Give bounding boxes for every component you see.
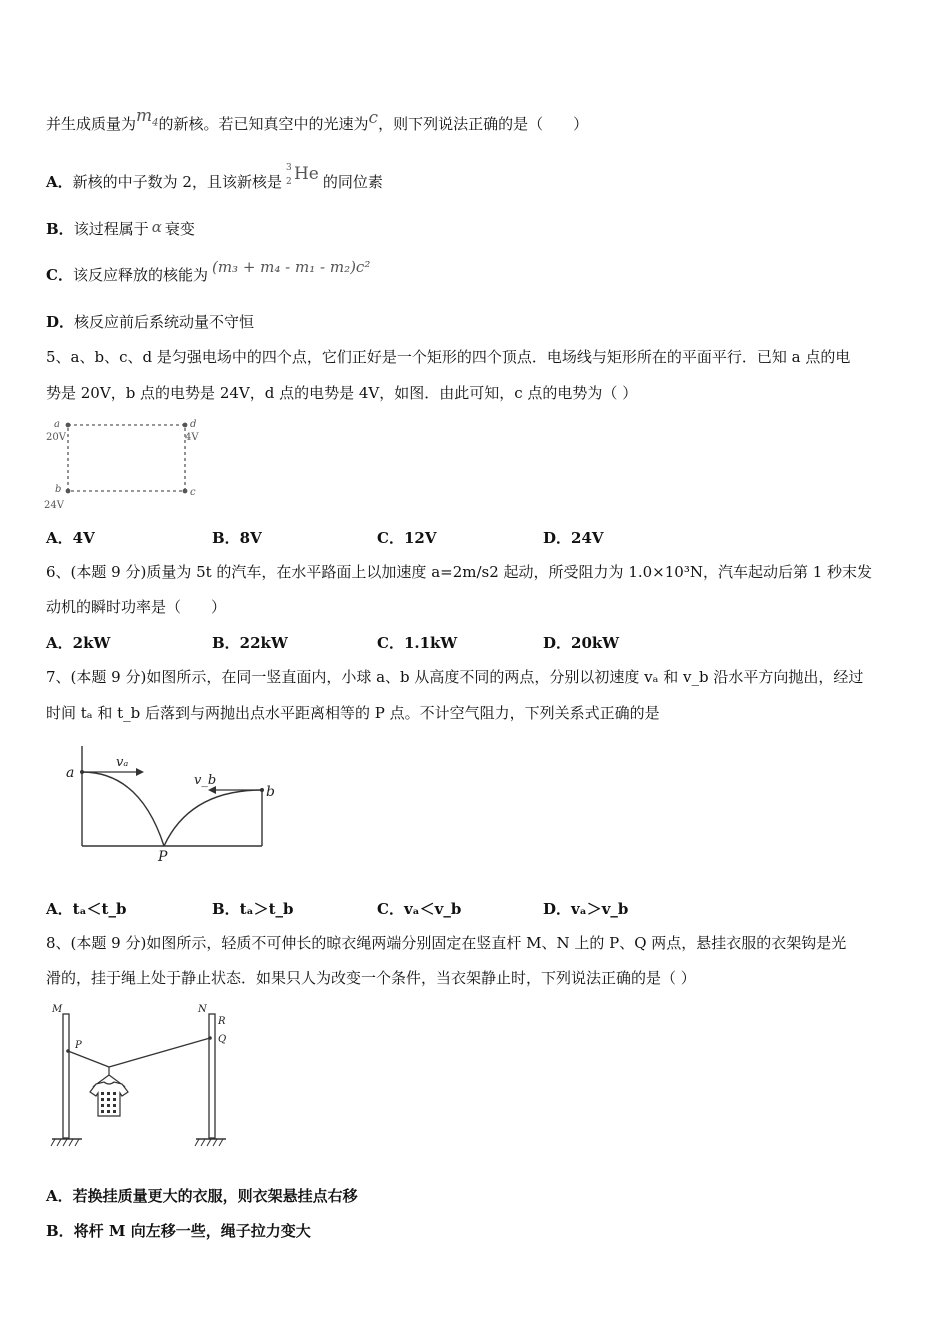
q8-label-r: R — [218, 1016, 226, 1027]
q7-trajectory-b — [164, 790, 262, 846]
q8-clothesline-figure — [46, 1000, 246, 1160]
q5-option-b: B．8V — [212, 529, 262, 547]
q5-rect — [68, 425, 185, 491]
q6-line2: 动机的瞬时功率是（ ） — [46, 598, 227, 616]
q5-option-a: A．4V — [46, 529, 95, 547]
q8-line1: 8、(本题 9 分)如图所示，轻质不可伸长的晾衣绳两端分别固定在竖直杆 M、N 上的 P、Q 两点，悬挂衣服的衣架钩是光 — [46, 934, 847, 952]
energy-formula: (m₃ + m₄ - m₁ - m₂)c² — [211, 258, 371, 276]
q7-projectile-figure — [60, 738, 290, 868]
q7-label-va: vₐ — [116, 755, 129, 770]
q5-line2: 势是 20V，b 点的电势是 24V，d 点的电势是 4V，如图．由此可知，c 点的电势为（ ） — [46, 384, 638, 402]
q5-option-d: D．24V — [543, 529, 604, 547]
q7-option-b: B．tₐ＞t_b — [212, 900, 294, 918]
q6-option-b: B．22kW — [212, 634, 288, 652]
option-a-text1: 新核的中子数为 2，且该新核是 — [72, 173, 282, 191]
option-c-label: C． — [46, 266, 73, 284]
option-a-text2: 的同位素 — [322, 173, 383, 191]
q5-label-a-val: 20V — [46, 432, 66, 443]
intro-text-1: 并生成质量为 — [46, 115, 137, 133]
q7-option-d: D．vₐ＞v_b — [543, 900, 629, 918]
q8-option-b: B．将杆 M 向左移一些，绳子拉力变大 — [46, 1222, 311, 1240]
option-b-text1: 该过程属于 — [73, 220, 149, 238]
intro-text-2: 的新核。若已知真空中的光速为 — [158, 115, 369, 133]
intro-line — [46, 106, 589, 141]
q6-option-c: C．1.1kW — [377, 634, 458, 652]
q7-label-p: P — [158, 849, 168, 865]
q7-option-c: C．vₐ＜v_b — [377, 900, 462, 918]
option-b-label: B． — [46, 220, 74, 238]
q6-option-d: D．20kW — [543, 634, 620, 652]
q8-label-p: P — [75, 1040, 82, 1051]
q7-label-vb: v_b — [194, 773, 217, 788]
option-d — [46, 312, 254, 332]
option-d-text: 核反应前后系统动量不守恒 — [74, 313, 255, 331]
q6-line1: 6、(本题 9 分)质量为 5t 的汽车，在水平路面上以加速度 a=2m/s2 起动，所受阻力为 1.0×10³N，汽车起动后第 1 秒末发 — [46, 563, 873, 581]
q5-label-b-val: 24V — [44, 500, 64, 511]
q7-label-a: a — [66, 765, 75, 781]
option-c — [46, 258, 371, 285]
q8-line2: 滑的，挂于绳上处于静止状态．如果只人为改变一个条件，当衣架静止时，下列说法正确的是（ ） — [46, 969, 696, 987]
q8-rope-right — [109, 1038, 210, 1067]
q8-label-q: Q — [218, 1034, 227, 1045]
he-symbol: 3 2 He — [285, 163, 319, 187]
q7-label-b: b — [266, 784, 275, 800]
q5-label-c: c — [190, 487, 196, 498]
q6-option-a: A．2kW — [46, 634, 111, 652]
option-b — [46, 219, 195, 239]
q7-line2: 时间 tₐ 和 t_b 后落到与两抛出点水平距离相等的 P 点。不计空气阻力，下列关系式正确的是 — [46, 704, 660, 722]
alpha-symbol: α — [151, 218, 162, 236]
q7-trajectory-a — [82, 772, 164, 846]
option-b-text2: 衰变 — [164, 220, 195, 238]
q8-option-a: A．若换挂质量更大的衣服，则衣架悬挂点右移 — [46, 1187, 358, 1205]
q7-line1: 7、(本题 9 分)如图所示，在同一竖直面内，小球 a、b 从高度不同的两点，分别以初速度 vₐ 和 v_b 沿水平方向抛出，经过 — [46, 668, 864, 686]
q5-rectangle-figure — [42, 416, 212, 514]
m4-symbol: $m_4$ — [136, 106, 159, 129]
q8-rope-left — [68, 1051, 109, 1067]
option-c-text1: 该反应释放的核能为 — [72, 266, 208, 284]
option-a-label: A． — [46, 173, 73, 191]
q5-label-d: d — [190, 419, 197, 430]
q5-option-c: C．12V — [377, 529, 437, 547]
q8-pole-n — [209, 1014, 215, 1138]
q5-label-b: b — [55, 484, 62, 495]
intro-text-3: ，则下列说法正确的是（ ） — [378, 115, 589, 133]
q8-pole-m — [63, 1014, 69, 1138]
q8-label-m: M — [52, 1004, 63, 1015]
c-symbol: c — [368, 108, 379, 128]
q5-label-a: a — [54, 419, 60, 430]
option-a — [46, 163, 383, 192]
option-d-label: D． — [46, 313, 75, 331]
q8-label-n: N — [198, 1004, 207, 1015]
q5-label-d-val: 4V — [185, 432, 199, 443]
q7-option-a: A．tₐ＜t_b — [46, 900, 127, 918]
q5-line1: 5、a、b、c、d 是匀强电场中的四个点，它们正好是一个矩形的四个顶点．电场线与矩形所在的平面平行．已知 a 点的电 — [46, 348, 851, 366]
